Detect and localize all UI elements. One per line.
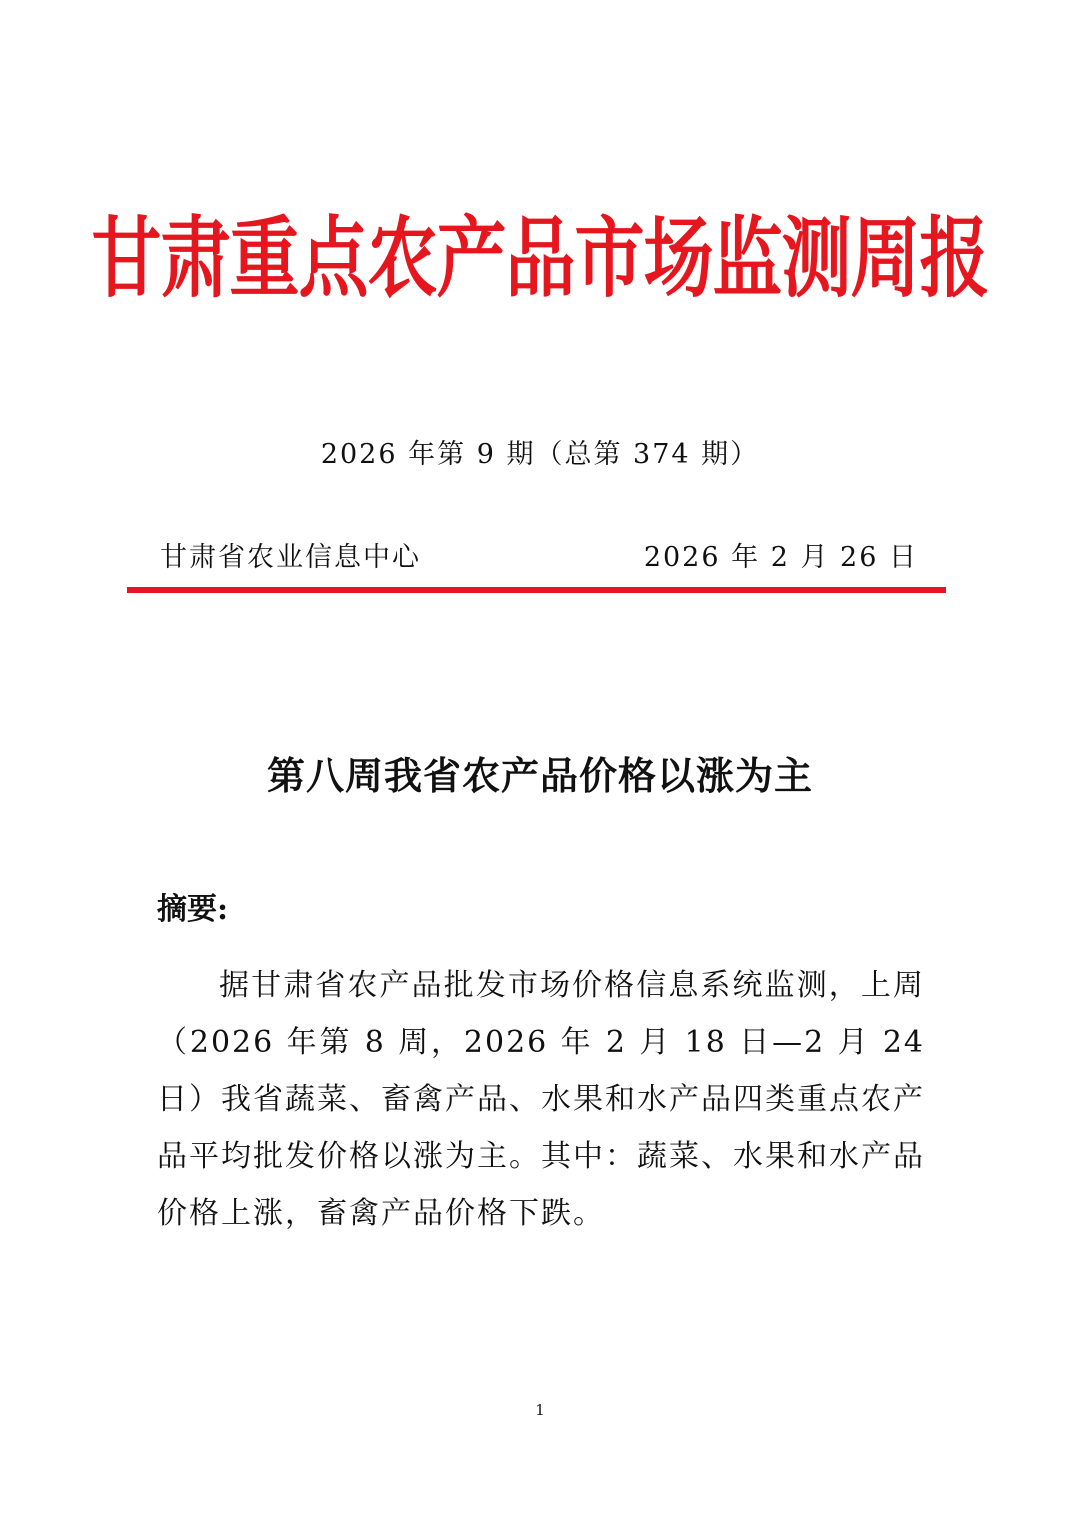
abstract-body: 据甘肃省农产品批发市场价格信息系统监测，上周（2026 年第 8 周，2026 年 2 月 18 日—2 月 24 日）我省蔬菜、畜禽产品、水果和水产品四类重点农产品平均批发价格以涨为主。其中：蔬菜、水果和水产品价格上涨，畜禽产品价格下跌。 [157,968,925,1231]
publisher-name: 甘肃省农业信息中心 [160,542,421,573]
masthead-title: 甘肃重点农产品市场监测周报 [91,206,989,310]
issue-number: 2026 年第 9 期（总第 374 期） [320,439,760,470]
publish-date: 2026 年 2 月 26 日 [643,542,918,573]
abstract-label: 摘要: [157,892,229,927]
article-headline: 第八周我省农产品价格以涨为主 [266,753,813,798]
page-number: 1 [535,1401,545,1419]
red-divider [127,587,946,593]
publisher-line [160,540,918,576]
